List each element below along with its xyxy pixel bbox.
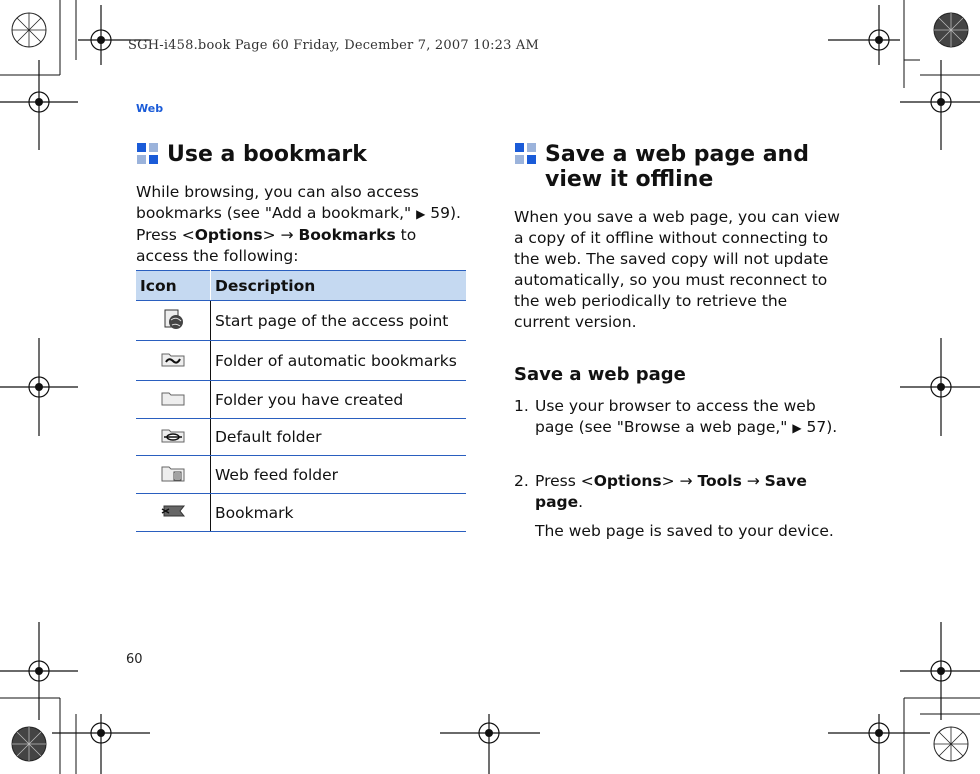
- page-number: 60: [126, 652, 143, 667]
- bookmark-icon-table: [136, 270, 466, 532]
- table-cell-description: Start page of the access point: [211, 301, 467, 341]
- table-cell-description: Folder of automatic bookmarks: [211, 341, 467, 381]
- step-2-result: The web page is saved to your device.: [535, 522, 834, 540]
- column-header-icon: Icon: [136, 271, 211, 301]
- section-squares-icon: [137, 143, 159, 165]
- table-cell-description: Bookmark: [211, 494, 467, 532]
- bookmark-icon: [136, 494, 211, 532]
- heading-save-web-page: Save a web page and view it offline: [545, 142, 809, 192]
- heading-use-bookmark: Use a bookmark: [167, 142, 367, 167]
- table-cell-description: Web feed folder: [211, 456, 467, 494]
- step-2: 2. Press <Options> → Tools → Save page.: [514, 472, 807, 511]
- table-row: [136, 419, 466, 456]
- section-squares-icon: [515, 143, 537, 165]
- bookmark-intro: While browsing, you can also access bookmarks (see "Add a bookmark," ▶ 59). Press <Options> → Bookmarks to access the following:: [136, 183, 461, 265]
- table-header-row: [136, 271, 466, 301]
- running-header: SGH-i458.book Page 60 Friday, December 7, 2007 10:23 AM: [128, 38, 540, 53]
- default-folder-icon: [136, 419, 211, 456]
- table-cell-description: Folder you have created: [211, 381, 467, 419]
- table-row: [136, 341, 466, 381]
- auto-folder-icon: [136, 341, 211, 381]
- table-cell-description: Default folder: [211, 419, 467, 456]
- step-1: 1. Use your browser to access the web page (see "Browse a web page," ▶ 57).: [514, 397, 838, 436]
- table-row: [136, 456, 466, 494]
- section-label: Web: [136, 102, 164, 115]
- folder-icon: [136, 381, 211, 419]
- save-intro: When you save a web page, you can view a copy of it offline without connecting to the web. The saved copy will not update automatically, so you must reconnect to the web periodically to retrieve the current version.: [514, 208, 840, 331]
- table-row: [136, 494, 466, 532]
- column-header-description: Description: [211, 271, 467, 301]
- table-row: [136, 381, 466, 419]
- table-row: [136, 301, 466, 341]
- globe-page-icon: [136, 301, 211, 341]
- web-feed-folder-icon: [136, 456, 211, 494]
- subheading-save-web-page: Save a web page: [514, 364, 686, 385]
